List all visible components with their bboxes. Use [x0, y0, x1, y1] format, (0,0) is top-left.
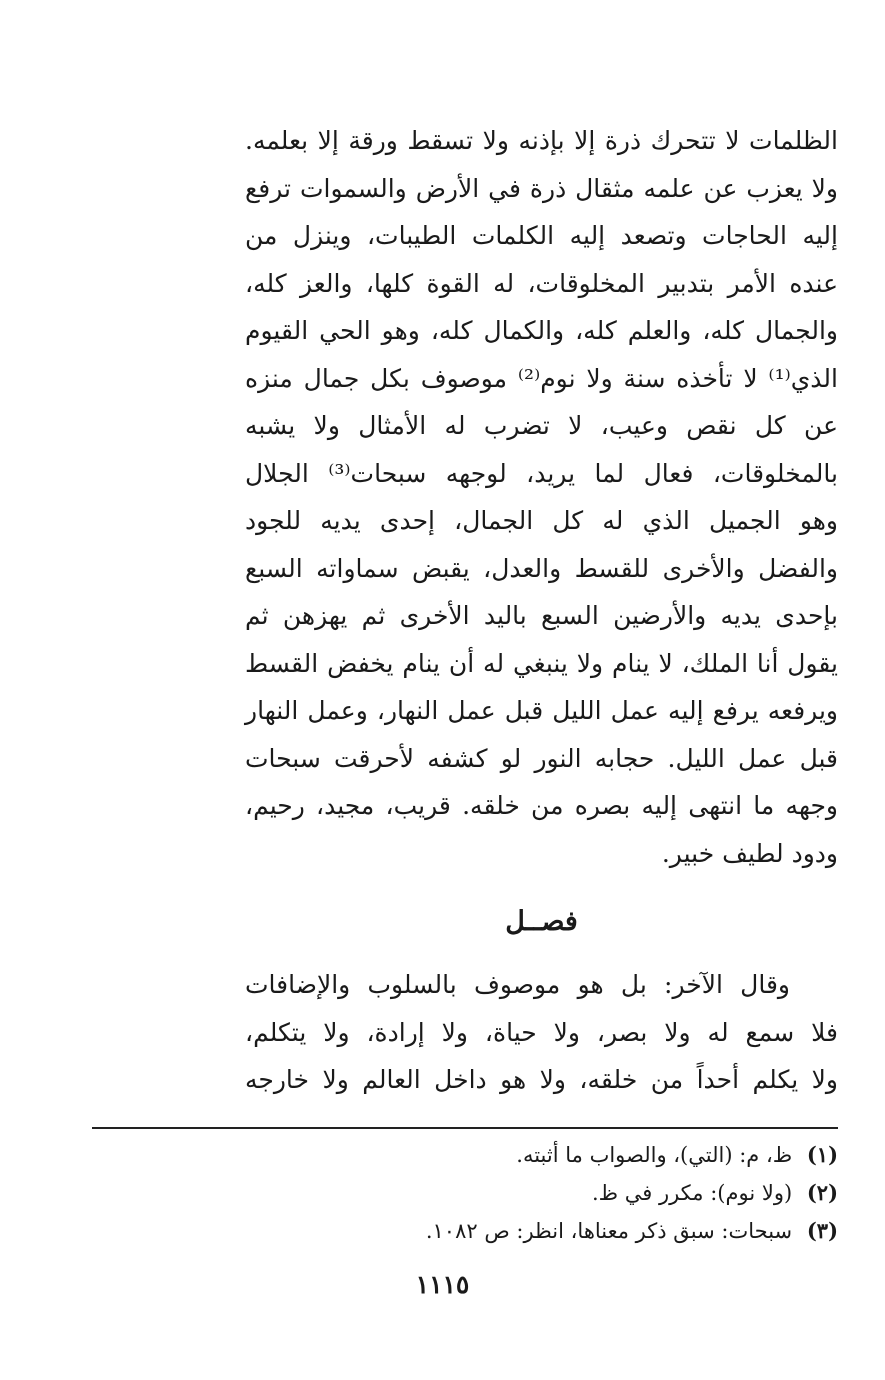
text-line: الذي⁽¹⁾ لا تأخذه سنة ولا نوم⁽²⁾ موصوف بكل جمال منزه: [245, 363, 838, 393]
section-heading: فصــل: [505, 906, 578, 937]
footnote-divider: [92, 1127, 838, 1129]
text-line: وهو الجميل الذي له كل الجمال، إحدى يديه للجود: [245, 506, 838, 535]
text-line: قبل عمل الليل. حجابه النور لو كشفه لأحرقت سبحات: [245, 743, 838, 773]
text-line: وقال الآخر: بل هو موصوف بالسلوب والإضافات: [245, 970, 790, 999]
text-line: عنده الأمر بتدبير المخلوقات، له القوة كلها، والعز كله،: [245, 268, 838, 298]
text-line: الظلمات لا تتحرك ذرة إلا بإذنه ولا تسقط ورقة إلا بعلمه.: [245, 126, 838, 155]
text-line: بالمخلوقات، فعال لما يريد، لوجهه سبحات⁽³⁾ الجلال: [245, 458, 838, 488]
text-line: ولا يكلم أحداً من خلقه، ولا هو داخل العالم ولا خارجه: [245, 1065, 838, 1094]
text-line: إليه الحاجات وتصعد إليه الكلمات الطيبات، وينزل من: [245, 221, 838, 250]
paragraph-1: [245, 117, 838, 877]
footnotes: [138, 1136, 838, 1250]
text-line: والفضل والأخرى للقسط والعدل، يقبض سماواته السبع: [245, 553, 838, 583]
footnote-text: (ولا نوم): مكرر في ظ.: [591, 1181, 793, 1205]
footnote-number: (٢): [806, 1180, 838, 1205]
text-line: عن كل نقص وعيب، لا تضرب له الأمثال ولا يشبه: [245, 411, 838, 440]
footnote-2: [138, 1174, 838, 1212]
text-line: يقول أنا الملك، لا ينام ولا ينبغي له أن ينام يخفض القسط: [245, 648, 838, 678]
footnote-3: [138, 1212, 838, 1250]
paragraph-2: [245, 961, 838, 1104]
text-line: والجمال كله، والعلم كله، والكمال كله، وهو الحي القيوم: [245, 316, 838, 345]
footnote-number: (١): [806, 1142, 838, 1167]
text-line: بإحدى يديه والأرضين السبع باليد الأخرى ثم يهزهن ثم: [245, 601, 838, 630]
text-line: وجهه ما انتهى إليه بصره من خلقه. قريب، مجيد، رحيم،: [245, 791, 838, 820]
footnote-number: (٣): [806, 1218, 838, 1243]
text-line: فلا سمع له ولا بصر، ولا حياة، ولا إرادة، ولا يتكلم،: [245, 1017, 838, 1047]
footnote-text: سبحات: سبق ذكر معناها، انظر: ص ١٠٨٢.: [425, 1219, 793, 1243]
footnote-1: [138, 1136, 838, 1174]
footnote-text: ظ، م: (التي)، والصواب ما أثبته.: [516, 1143, 793, 1167]
text-line: ودود لطيف خبير.: [661, 838, 838, 868]
main-text: [245, 117, 838, 1104]
text-line: ولا يعزب عن علمه مثقال ذرة في الأرض والسموات ترفع: [245, 173, 838, 203]
text-line: ويرفعه يرفع إليه عمل الليل قبل عمل النهار، وعمل النهار: [245, 696, 838, 725]
page-number: ١١١٥: [415, 1270, 470, 1299]
